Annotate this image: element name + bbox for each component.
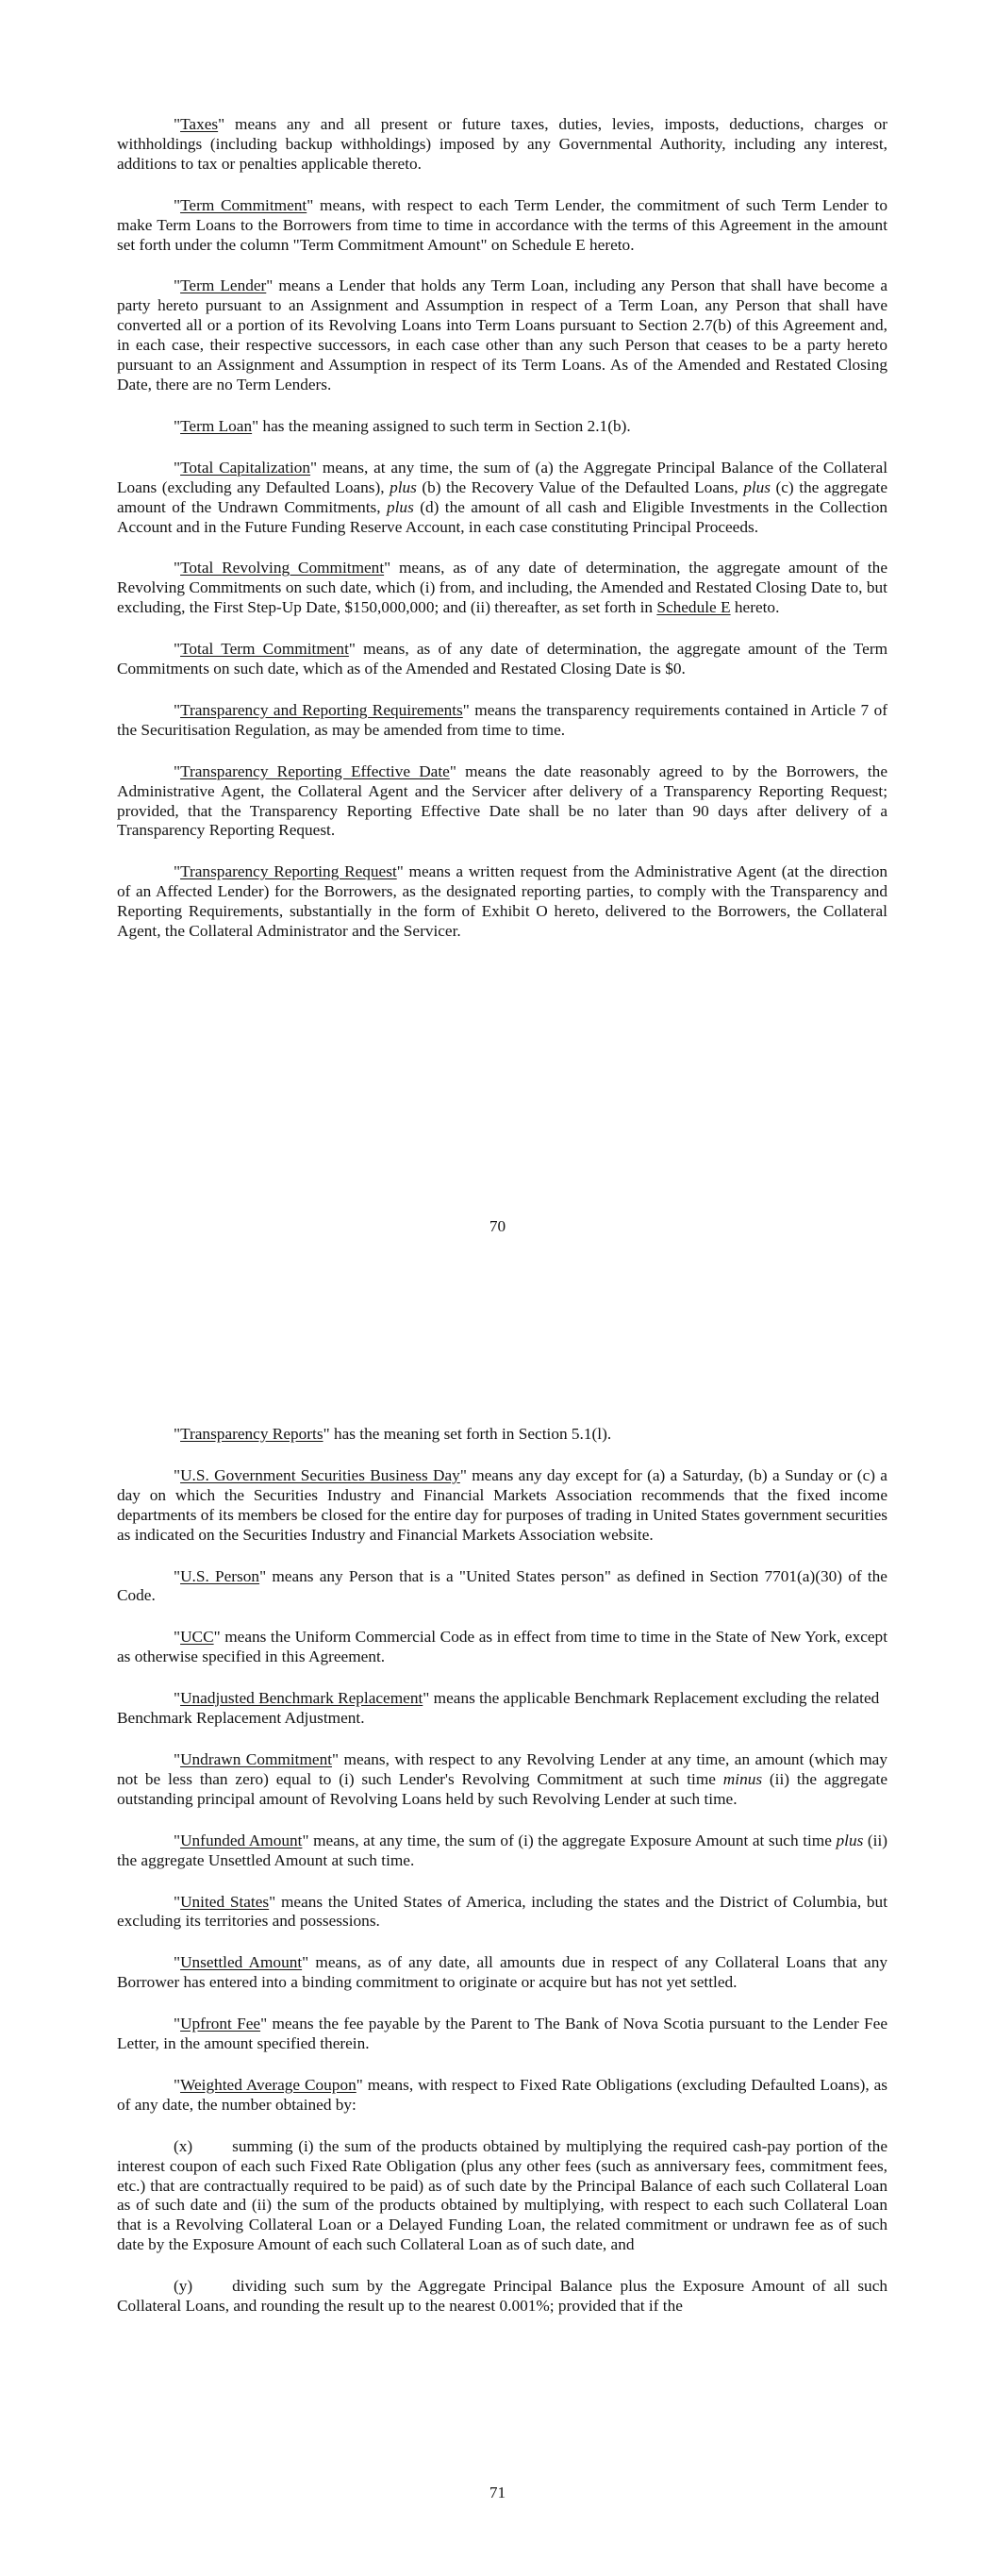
clause-y: (y) dividing such sum by the Aggregate Principal Balance plus the Exposure Amount of all such Collateral Loans, and rounding the result up to the nearest 0.001%; provided that if the	[117, 2277, 887, 2316]
definition-unfunded-amount: "Unfunded Amount" means, at any time, the sum of (i) the aggregate Exposure Amount at such time plus (ii) the aggregate Unsettled Amount at such time.	[117, 1831, 888, 1869]
clause-label: (x)	[174, 2136, 193, 2155]
definition-united-states: "United States" means the United States of America, including the states and the District of Columbia, but excluding its territories and possessions.	[117, 1892, 887, 1931]
defined-term: Total Term Commitment	[180, 640, 349, 659]
definition-unsettled-amount: "Unsettled Amount" means, as of any date, all amounts due in respect of any Collateral Loans that any Borrower has entered into a binding commitment to originate or acquire but has not yet settled.	[117, 1953, 887, 1992]
definition-transparency-reports: "Transparency Reports" has the meaning set forth in Section 5.1(l).	[174, 1425, 612, 1443]
definition-transparency-and-reporting-requirements: "Transparency and Reporting Requirements" means the transparency requirements contained in Article 7 of the Securitisation Regulation, as may be amended from time to time.	[117, 700, 887, 739]
defined-term: Upfront Fee	[180, 2015, 261, 2033]
definition-upfront-fee: "Upfront Fee" means the fee payable by the Parent to The Bank of Nova Scotia pursuant to the Lender Fee Letter, in the amount specified therein.	[117, 2015, 887, 2053]
defined-term: UCC	[180, 1628, 214, 1647]
definition-taxes: "Taxes" means any and all present or future taxes, duties, levies, imposts, deductions, charges or withholdings (including backup withholdings) imposed by any Governmental Authority, including any interest, additions to tax or penalties applicable thereto.	[117, 115, 887, 173]
schedule-e-reference: Schedule E	[656, 598, 731, 617]
defined-term: Term Loan	[180, 416, 253, 435]
defined-term: Term Lender	[180, 276, 267, 295]
definition-term-loan: "Term Loan" has the meaning assigned to such term in Section 2.1(b).	[174, 416, 631, 435]
defined-term: Unfunded Amount	[180, 1831, 303, 1849]
defined-term: Undrawn Commitment	[180, 1749, 333, 1768]
defined-term: Unsettled Amount	[180, 1953, 303, 1972]
definition-transparency-reporting-effective-date: "Transparency Reporting Effective Date" means the date reasonably agreed to by the Borrowers, the Administrative Agent, the Collateral Agent and the Servicer after delivery of a Transparency Reporting Request; provided, that the Transparency Reporting Effective Date shall be no later than 90 days after delivery of a Transparency Reporting Request.	[117, 761, 887, 840]
page-71-body	[117, 1425, 887, 2317]
defined-term: U.S. Government Securities Business Day	[180, 1465, 460, 1484]
defined-term: United States	[180, 1892, 270, 1911]
page-71	[0, 1288, 995, 2576]
defined-term: Total Revolving Commitment	[180, 559, 385, 577]
definition-transparency-reporting-request: "Transparency Reporting Request" means a written request from the Administrative Agent (at the direction of an Affected Lender) for the Borrowers, as the designated reporting parties, to comply with the Transparency and Reporting Requirements, substantially in the form of Exhibit O hereto, delivered to the Borrowers, the Collateral Agent, the Collateral Administrator and the Servicer.	[117, 862, 887, 941]
definition-unadjusted-benchmark-replacement: "Unadjusted Benchmark Replacement" means the applicable Benchmark Replacement excluding the related Benchmark Replacement Adjustment.	[117, 1689, 880, 1728]
definition-term-commitment: "Term Commitment" means, with respect to each Term Lender, the commitment of such Term Lender to make Term Loans to the Borrowers from time to time in accordance with the terms of this Agreement in the amount set forth under the column "Term Commitment Amount" on Schedule E hereto.	[117, 195, 887, 254]
defined-term: Transparency Reporting Request	[180, 862, 397, 881]
page-70-body	[117, 115, 887, 942]
defined-term: Transparency and Reporting Requirements	[180, 700, 463, 719]
definition-weighted-average-coupon: "Weighted Average Coupon" means, with respect to Fixed Rate Obligations (excluding Defaulted Loans), as of any date, the number obtained by:	[117, 2075, 887, 2114]
defined-term: U.S. Person	[180, 1566, 260, 1585]
definition-ucc: "UCC" means the Uniform Commercial Code as in effect from time to time in the State of New York, except as otherwise specified in this Agreement.	[117, 1628, 887, 1666]
page-number: 70	[489, 1217, 506, 1235]
defined-term: Transparency Reporting Effective Date	[180, 761, 450, 780]
clause-label: (y)	[174, 2277, 193, 2296]
clause-x: (x) summing (i) the sum of the products obtained by multiplying the required cash-pay portion of the interest coupon of each such Fixed Rate Obligation (plus any other fees (such as anniversary fees, commitment fees, etc.) that are contractually required to be paid) as of such date by the Principal Balance of each such Collateral Loan as of such date and (ii) the sum of the products obtained by multiplying, with respect to each such Collateral Loan that is a Revolving Collateral Loan or a Delayed Funding Loan, the related commitment or undrawn fee as of such date by the Exposure Amount of each such Collateral Loan as of such date, and	[117, 2136, 887, 2254]
definition-us-person: "U.S. Person" means any Person that is a "United States person" as defined in Section 7701(a)(30) of the Code.	[117, 1566, 887, 1605]
definition-total-term-commitment: "Total Term Commitment" means, as of any date of determination, the aggregate amount of the Term Commitments on such date, which as of the Amended and Restated Closing Date is $0.	[117, 640, 888, 678]
definition-undrawn-commitment: "Undrawn Commitment" means, with respect to any Revolving Lender at any time, an amount (which may not be less than zero) equal to (i) such Lender's Revolving Commitment at such time minus (ii) the aggregate outstanding principal amount of Revolving Loans held by such Revolving Lender at such time.	[117, 1749, 887, 1808]
defined-term: Unadjusted Benchmark Replacement	[180, 1689, 423, 1708]
definition-term-lender: "Term Lender" means a Lender that holds any Term Loan, including any Person that shall have become a party hereto pursuant to an Assignment and Assumption in respect of a Term Loan, any Person that shall have converted all or a portion of its Revolving Loans into Term Loans pursuant to Section 2.7(b) of this Agreement and, in each case, their respective successors, in each case other than any such Person that ceases to be a party hereto pursuant to an Assignment and Assumption in respect of its Term Loans. As of the Amended and Restated Closing Date, there are no Term Lenders.	[117, 276, 888, 393]
definition-total-revolving-commitment: "Total Revolving Commitment" means, as of any date of determination, the aggregate amount of the Revolving Commitments on such date, which (i) from, and including, the Amended and Restated Closing Date to, but excluding, the First Step-Up Date, $150,000,000; and (ii) thereafter, as set forth in Schedule E hereto.	[117, 559, 887, 617]
page-number: 71	[489, 2484, 506, 2501]
defined-term: Transparency Reports	[180, 1425, 323, 1443]
definition-total-capitalization: "Total Capitalization" means, at any time, the sum of (a) the Aggregate Principal Balance of the Collateral Loans (excluding any Defaulted Loans), plus (b) the Recovery Value of the Defaulted Loans, plus (c) the aggregate amount of the Undrawn Commitments, plus (d) the amount of all cash and Eligible Investments in the Collection Account and in the Future Funding Reserve Account, in each case constituting Principal Proceeds.	[117, 458, 887, 536]
definition-us-government-securities-business-day: "U.S. Government Securities Business Day" means any day except for (a) a Saturday, (b) a Sunday or (c) a day on which the Securities Industry and Financial Markets Association recommends that the fixed income departments of its members be closed for the entire day for purposes of trading in United States government securities as indicated on the Securities Industry and Financial Markets Association website.	[117, 1465, 887, 1544]
defined-term: Taxes	[180, 115, 219, 133]
defined-term: Term Commitment	[180, 195, 307, 214]
defined-term: Weighted Average Coupon	[180, 2075, 357, 2094]
defined-term: Total Capitalization	[180, 458, 311, 477]
